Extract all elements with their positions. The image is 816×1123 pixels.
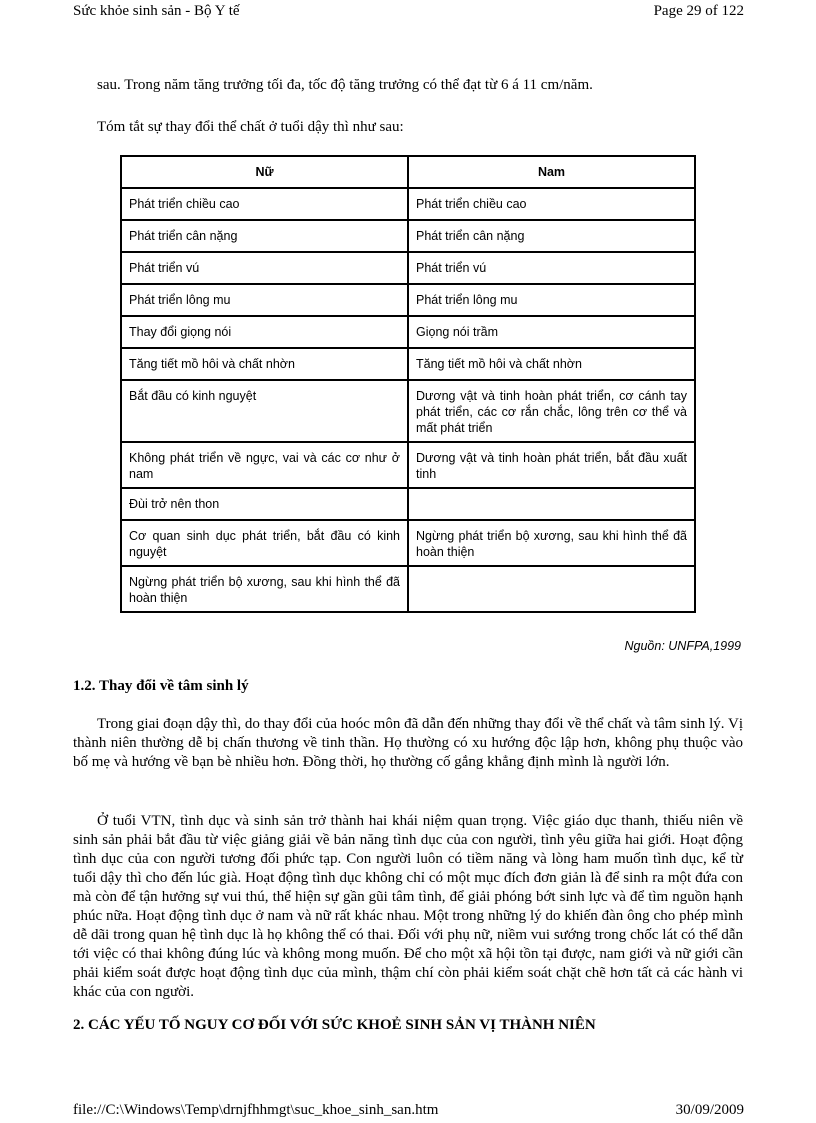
footer-date: 30/09/2009	[675, 1102, 744, 1118]
table-cell: Ngừng phát triển bộ xương, sau khi hình thể đã hoàn thiện	[121, 566, 408, 612]
table-cell	[408, 566, 695, 612]
table-cell	[408, 488, 695, 520]
header-title: Sức khỏe sinh sản - Bộ Y tế	[73, 3, 240, 19]
table-cell: Không phát triển về ngực, vai và các cơ như ở nam	[121, 442, 408, 488]
table-cell: Phát triển vú	[408, 252, 695, 284]
paragraph-2: Ở tuổi VTN, tình dục và sinh sản trở thành hai khái niệm quan trọng. Việc giáo dục thanh, thiếu niên về sinh sản phải bắt đầu từ việc giảng giải về bản năng tình dục của con người, tình yêu giữa hai giới. Hoạt động tình dục của con người tương đối phức tạp. Con người luôn có tiềm năng và lòng ham muốn tình dục, kể từ tuổi dậy thì cho đến lúc già. Hoạt động tình dục không chỉ có một mục đích đơn giản là để sinh ra một đứa con mà còn để tận hưởng sự vui thú, thể hiện sự gần gũi tâm tình, để giải phóng bớt sinh lực và để tìm nguồn hạnh phúc nữa. Hoạt động tình dục ở nam và nữ rất khác nhau. Một trong những lý do khiến đàn ông cho phép mình dễ dãi trong quan hệ tình dục là họ không thể có thai. Đối với phụ nữ, niềm vui sướng trong chốc lát có thể dẫn tới việc có thai không đúng lúc và không mong muốn. Để cho một xã hội tồn tại được, nam giới và nữ giới cần phải kiểm soát được hoạt động tình dục của mình, thậm chí còn phải kiểm soát chặt chẽ hơn tất cả các hành vi khác của con người.	[73, 813, 743, 1000]
table-cell: Phát triển lông mu	[408, 284, 695, 316]
table-header-row	[121, 156, 695, 188]
column-header-male: Nam	[408, 156, 695, 188]
table-cell: Đùi trở nên thon	[121, 488, 408, 520]
table-row	[121, 566, 695, 612]
table-row	[121, 316, 695, 348]
table-cell: Dương vật và tinh hoàn phát triển, bắt đầu xuất tinh	[408, 442, 695, 488]
table-row	[121, 348, 695, 380]
section-heading-1-2: 1.2. Thay đổi về tâm sinh lý	[73, 678, 249, 694]
intro-line-2: Tóm tắt sự thay đổi thể chất ở tuổi dậy thì như sau:	[97, 119, 404, 135]
table-source-note: Nguồn: UNFPA,1999	[624, 639, 741, 653]
table-cell: Phát triển vú	[121, 252, 408, 284]
table-cell: Dương vật và tinh hoàn phát triển, cơ cánh tay phát triển, các cơ rắn chắc, lông trên cơ thể và mất phát triển	[408, 380, 695, 442]
section-heading-2: 2. CÁC YẾU TỐ NGUY CƠ ĐỐI VỚI SỨC KHOẺ SINH SẢN VỊ THÀNH NIÊN	[73, 1017, 596, 1033]
table-cell: Phát triển chiều cao	[408, 188, 695, 220]
puberty-changes-table	[120, 155, 696, 613]
intro-line-1: sau. Trong năm tăng trưởng tối đa, tốc độ tăng trưởng có thể đạt từ 6 á 11 cm/năm.	[97, 77, 593, 93]
table-cell: Cơ quan sinh dục phát triển, bắt đầu có kinh nguyệt	[121, 520, 408, 566]
table-row	[121, 380, 695, 442]
table-row	[121, 284, 695, 316]
column-header-female: Nữ	[121, 156, 408, 188]
footer-file-path: file://C:\Windows\Temp\drnjfhhmgt\suc_khoe_sinh_san.htm	[73, 1102, 439, 1118]
paragraph-1: Trong giai đoạn dậy thì, do thay đổi của hoóc môn đã dẫn đến những thay đổi về thể chất và tâm sinh lý. Vị thành niên thường dễ bị chấn thương về tinh thần. Họ thường có xu hướng độc lập hơn, không phụ thuộc vào bố mẹ và hướng về bạn bè nhiều hơn. Đồng thời, họ thường cố gắng khẳng định mình là người lớn.	[73, 716, 743, 770]
table-row	[121, 220, 695, 252]
table-cell: Ngừng phát triển bộ xương, sau khi hình thể đã hoàn thiện	[408, 520, 695, 566]
table-row	[121, 488, 695, 520]
table-cell: Phát triển cân nặng	[121, 220, 408, 252]
table-row	[121, 252, 695, 284]
table-cell: Tăng tiết mồ hôi và chất nhờn	[121, 348, 408, 380]
table-cell: Giọng nói trầm	[408, 316, 695, 348]
page-number: Page 29 of 122	[653, 3, 744, 19]
table-cell: Phát triển cân nặng	[408, 220, 695, 252]
table-cell: Thay đổi giọng nói	[121, 316, 408, 348]
table-row	[121, 188, 695, 220]
table-cell: Bắt đầu có kinh nguyệt	[121, 380, 408, 442]
table-cell: Tăng tiết mồ hôi và chất nhờn	[408, 348, 695, 380]
table-cell: Phát triển lông mu	[121, 284, 408, 316]
table-cell: Phát triển chiều cao	[121, 188, 408, 220]
table-row	[121, 520, 695, 566]
table-row	[121, 442, 695, 488]
